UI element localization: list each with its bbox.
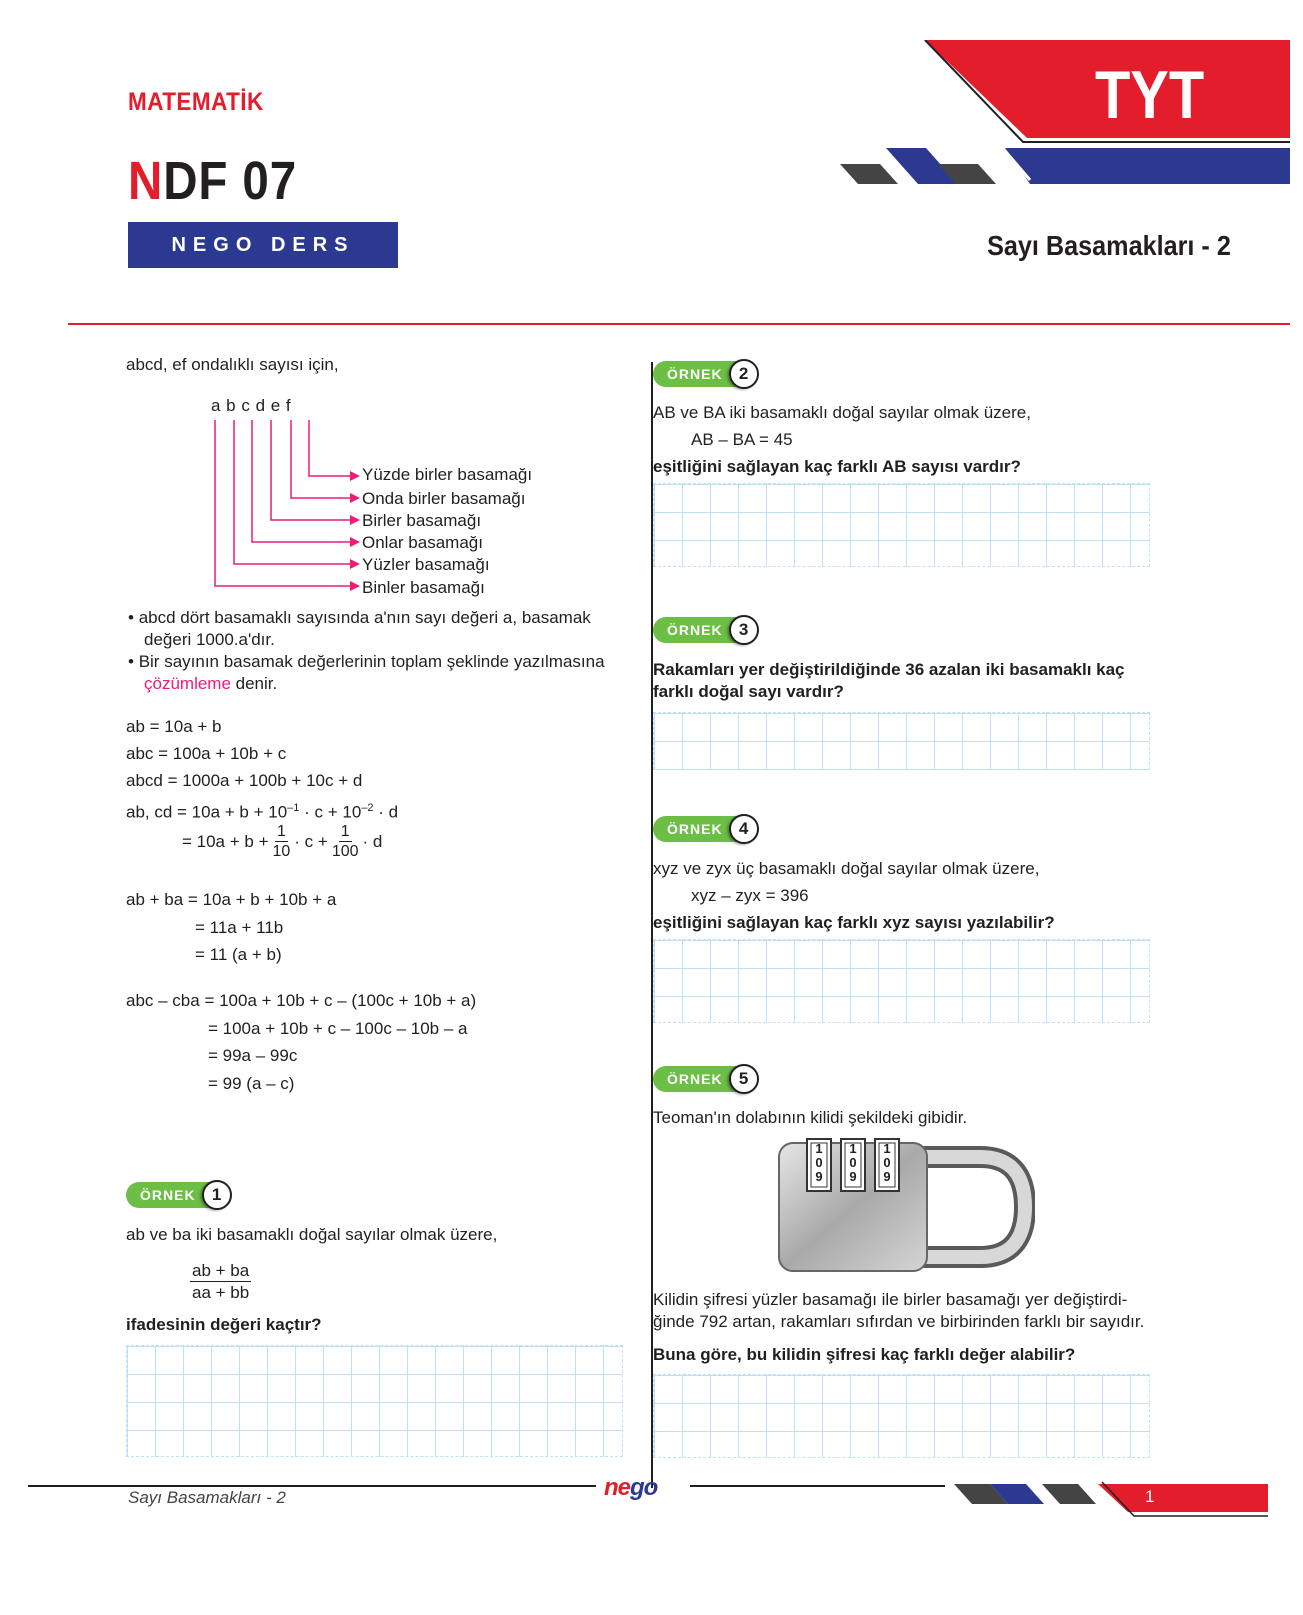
eq5-part-c: · d [362,831,383,851]
example-1-badge [126,1180,232,1210]
fraction-2-denominator: 100 [331,843,359,860]
arrowhead-5 [350,559,360,569]
example-5-text-line-2: Kilidin şifresi yüzler basamağı ile birler basamağı yer değiştirdi- [653,1290,1128,1309]
dial-digit: 0 [883,1155,891,1170]
example-4-question: eşitliğini sağlayan kaç farklı xyz sayısı yazılabilir? [653,913,1055,932]
eq4-part-c: · d [373,802,399,822]
dial-digit: 0 [849,1155,857,1170]
example-label: ÖRNEK [653,1066,749,1092]
diff-line-1: abc – cba = 100a + 10b + c – (100c + 10b + a) [126,991,477,1010]
example-4-badge [653,814,759,844]
place-label-tens: Onlar basamağı [362,533,483,552]
exam-label: TYT [1095,57,1205,133]
diff-line-3: = 99a – 99c [208,1046,298,1065]
example-4-text: xyz ve zyx üç basamaklı doğal sayılar olmak üzere, [653,859,1040,878]
sum-line-2: = 11a + 11b [195,918,284,937]
nego-logo [604,1474,657,1502]
footer-stripe-dark-2 [1042,1484,1096,1504]
dial-3-digits [879,1142,895,1184]
logo-part-b: go [630,1474,658,1501]
bullet-2-line-2 [144,673,277,695]
code-rest: DF 07 [163,151,298,211]
sum-line-3: = 11 (a + b) [195,945,282,964]
fraction-1-denominator: 10 [272,843,291,860]
dial-digit: 1 [849,1141,857,1156]
eq4-exponent-1: –1 [287,802,300,814]
equation-4-digit: abcd = 1000a + 100b + 10c + d [126,771,363,790]
footer-topic: Sayı Basamakları - 2 [128,1488,286,1507]
footer-red-banner [1098,1484,1268,1512]
dial-digit: 1 [815,1141,823,1156]
eq5-part-b: · c + [294,831,328,851]
example-5-text-line-3: ğinde 792 artan, rakamları sıfırdan ve birbirinden farklı bir sayıdır. [653,1312,1145,1331]
example-4-equation: xyz – zyx = 396 [691,886,809,905]
arrowhead-3 [350,515,360,525]
example-2-equation: AB – BA = 45 [691,430,793,449]
place-label-hundredths: Yüzde birler basamağı [362,465,533,484]
padlock-shackle [915,1157,1025,1257]
page-number: 1 [1145,1487,1155,1506]
digits-label: a b c d e f [211,396,291,415]
place-label-hundreds: Yüzler basamağı [362,555,490,574]
logo-part-a: ne [604,1474,631,1501]
example-2-question: eşitliğini sağlayan kaç farklı AB sayısı vardır? [653,457,1021,476]
dial-2-digits [845,1142,861,1184]
example-label: ÖRNEK [653,361,749,387]
fraction-hundredth [332,822,359,861]
example-5-text: Teoman'ın dolabının kilidi şekildeki gibidir. [653,1108,968,1127]
example-2-text: AB ve BA iki basamaklı doğal sayılar olmak üzere, [653,403,1031,422]
example-5-badge [653,1064,759,1094]
dial-digit: 9 [849,1169,857,1184]
header-banner-graphic [830,40,1290,190]
place-label-ones: Birler basamağı [362,511,482,530]
bullet-1-line-2: değeri 1000.a'dır. [144,630,275,649]
arrowhead-1 [350,471,360,481]
arrow-line-c [252,420,350,542]
example-5-question: Buna göre, bu kilidin şifresi kaç farklı değer alabilir? [653,1345,1076,1364]
example-number: 3 [729,615,759,645]
bullet-1-line-1: abcd dört basamaklı sayısında a'nın sayı değeri a, basamak [138,608,591,627]
arrow-line-d [271,420,350,520]
bullet-2-end: denir. [230,674,278,693]
code-first-letter: N [128,151,164,211]
example-1-denominator: aa + bb [192,1283,250,1302]
example-1-question: ifadesinin değeri kaçtır? [126,1315,322,1334]
example-2-badge [653,359,759,389]
example-3-question-line-1: Rakamları yer değiştirildiğinde 36 azalan iki basamaklı kaç [653,660,1125,679]
footer-line-right [690,1485,945,1487]
example-3-answer-grid[interactable] [653,712,1150,770]
bullet-2-line-1: Bir sayının basamak değerlerinin toplam şeklinde yazılmasına [138,652,605,671]
arrowhead-2 [350,493,360,503]
example-3-badge [653,615,759,645]
eq4-exponent-2: –2 [361,802,374,814]
example-label: ÖRNEK [126,1182,222,1208]
highlight-term: çözümleme [144,674,231,693]
example-2-answer-grid[interactable] [653,483,1150,567]
dial-1-digits [811,1142,827,1184]
example-1-numerator: ab + ba [192,1261,250,1280]
equation-3-digit: abc = 100a + 10b + c [126,744,287,763]
equation-2-digit: ab = 10a + b [126,717,222,736]
fraction-tenth [273,822,291,861]
footer-banner-graphic [950,1480,1280,1520]
dial-digit: 9 [815,1169,823,1184]
example-label: ÖRNEK [653,617,749,643]
example-number: 4 [729,814,759,844]
arrow-line-f [309,420,350,476]
example-1-fraction [190,1260,251,1303]
fraction-2-numerator: 1 [340,823,350,840]
equation-decimal [126,797,398,824]
example-number: 5 [729,1064,759,1094]
fraction-1-numerator: 1 [276,823,286,840]
header-divider [68,323,1290,325]
diff-line-2: = 100a + 10b + c – 100c – 10b – a [208,1019,468,1038]
sum-line-1: ab + ba = 10a + b + 10b + a [126,890,337,909]
arrowhead-4 [350,537,360,547]
example-4-answer-grid[interactable] [653,939,1150,1023]
place-label-thousands: Binler basamağı [362,578,485,597]
example-number: 1 [202,1180,232,1210]
diff-line-4: = 99 (a – c) [208,1074,295,1093]
dial-digit: 9 [883,1169,891,1184]
example-3-question-line-2: farklı doğal sayı vardır? [653,682,844,701]
dial-digit: 1 [883,1141,891,1156]
series-badge: NEGO DERS FÖYÜ [128,222,398,268]
example-number: 2 [729,359,759,389]
footer-line-left [28,1485,596,1487]
example-1-answer-grid[interactable] [126,1345,623,1457]
dial-digit: 0 [815,1155,823,1170]
eq4-part-b: · c + 10 [299,802,362,822]
example-label: ÖRNEK [653,816,749,842]
example-5-answer-grid[interactable] [653,1374,1150,1458]
example-1-text: ab ve ba iki basamaklı doğal sayılar olmak üzere, [126,1225,498,1244]
theory-intro: abcd, ef ondalıklı sayısı için, [126,355,339,374]
arrowhead-6 [350,581,360,591]
page-title: Sayı Basamakları - 2 [987,230,1231,261]
arrow-line-a [215,420,350,586]
equation-decimal-fractions [182,822,382,861]
bullet-2: • Bir sayının basamak değerlerinin toplam şeklinde yazılmasına [128,652,605,671]
arrow-line-e [291,420,350,498]
bullet-1: • abcd dört basamaklı sayısında a'nın sayı değeri a, basamak [128,608,591,627]
eq5-part-a: = 10a + b + [182,831,269,851]
place-value-arrows [205,416,365,596]
subject-title: MATEMATİK [128,88,264,116]
eq4-part-a: ab, cd = 10a + b + 10 [126,802,288,822]
navy-band [1005,148,1290,184]
place-label-tenths: Onda birler basamağı [362,489,526,508]
document-code [128,150,297,212]
stripe-dark-1 [840,164,898,184]
